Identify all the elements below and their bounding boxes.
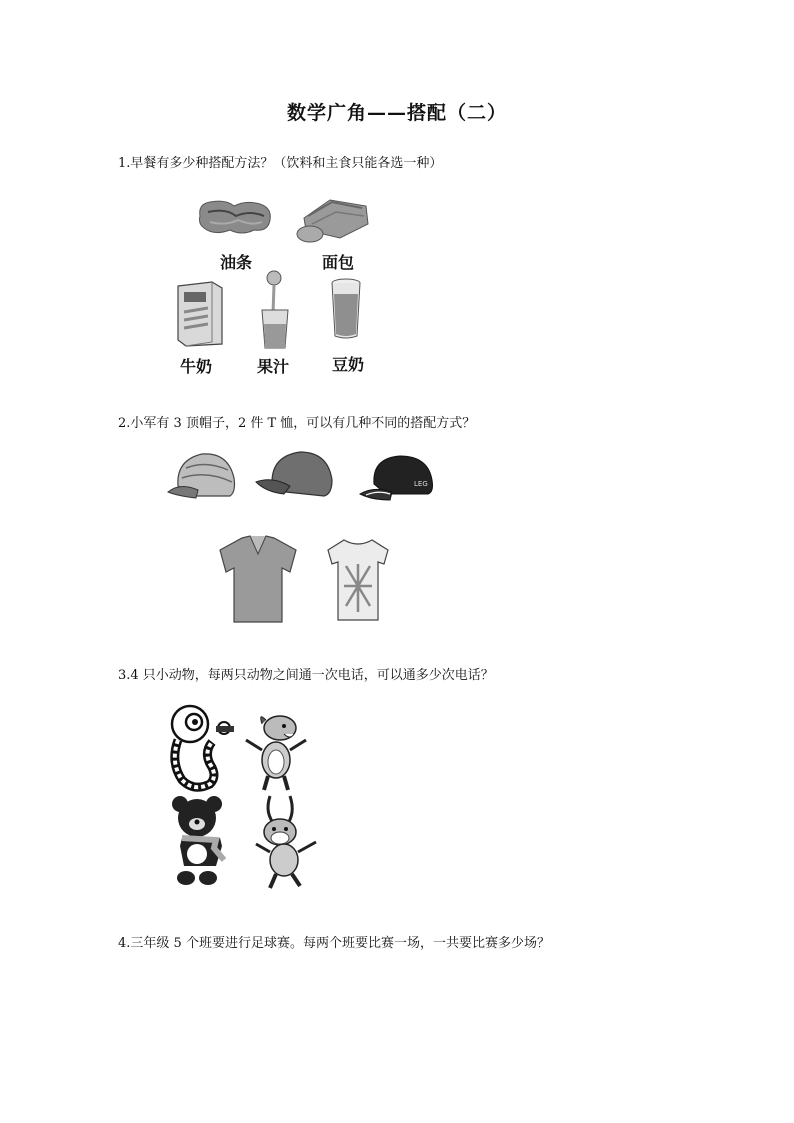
tshirt-2-image [326, 536, 390, 622]
drink-label-soymilk: 豆奶 [332, 355, 365, 374]
question-2: 2.小军有 3 顶帽子，2 件 T 恤，可以有几种不同的搭配方式？ [118, 416, 476, 431]
staple-label-youtiao: 油条 [220, 253, 253, 272]
staple-label-bread: 面包 [322, 253, 355, 272]
cap-logo-text: LEG [414, 480, 428, 488]
juice-glass-image [258, 270, 292, 350]
bread-image [296, 194, 372, 248]
snake-image [164, 702, 244, 794]
question-4: 4.三年级 5 个班要进行足球赛。每两个班要比赛一场，一共要比赛多少场？ [118, 936, 550, 951]
rabbit-image [250, 794, 324, 892]
milk-carton-image [174, 278, 226, 348]
drink-label-milk: 牛奶 [180, 357, 213, 376]
cap-3-image [358, 452, 434, 502]
soymilk-glass-image [330, 278, 362, 340]
bear-image [168, 794, 232, 886]
page-title: 数学广角——搭配（二） [286, 102, 507, 124]
drink-label-juice: 果汁 [257, 357, 290, 376]
tshirt-1-image [212, 532, 304, 624]
youtiao-image [196, 196, 274, 240]
cap-2-image [254, 446, 338, 504]
cap-1-image [166, 448, 240, 504]
question-1: 1.早餐有多少种搭配方法？（饮料和主食只能各选一种） [118, 156, 443, 171]
question-3: 3.4 只小动物，每两只动物之间通一次电话，可以通多少次电话？ [118, 668, 494, 683]
dog-image [244, 710, 310, 792]
